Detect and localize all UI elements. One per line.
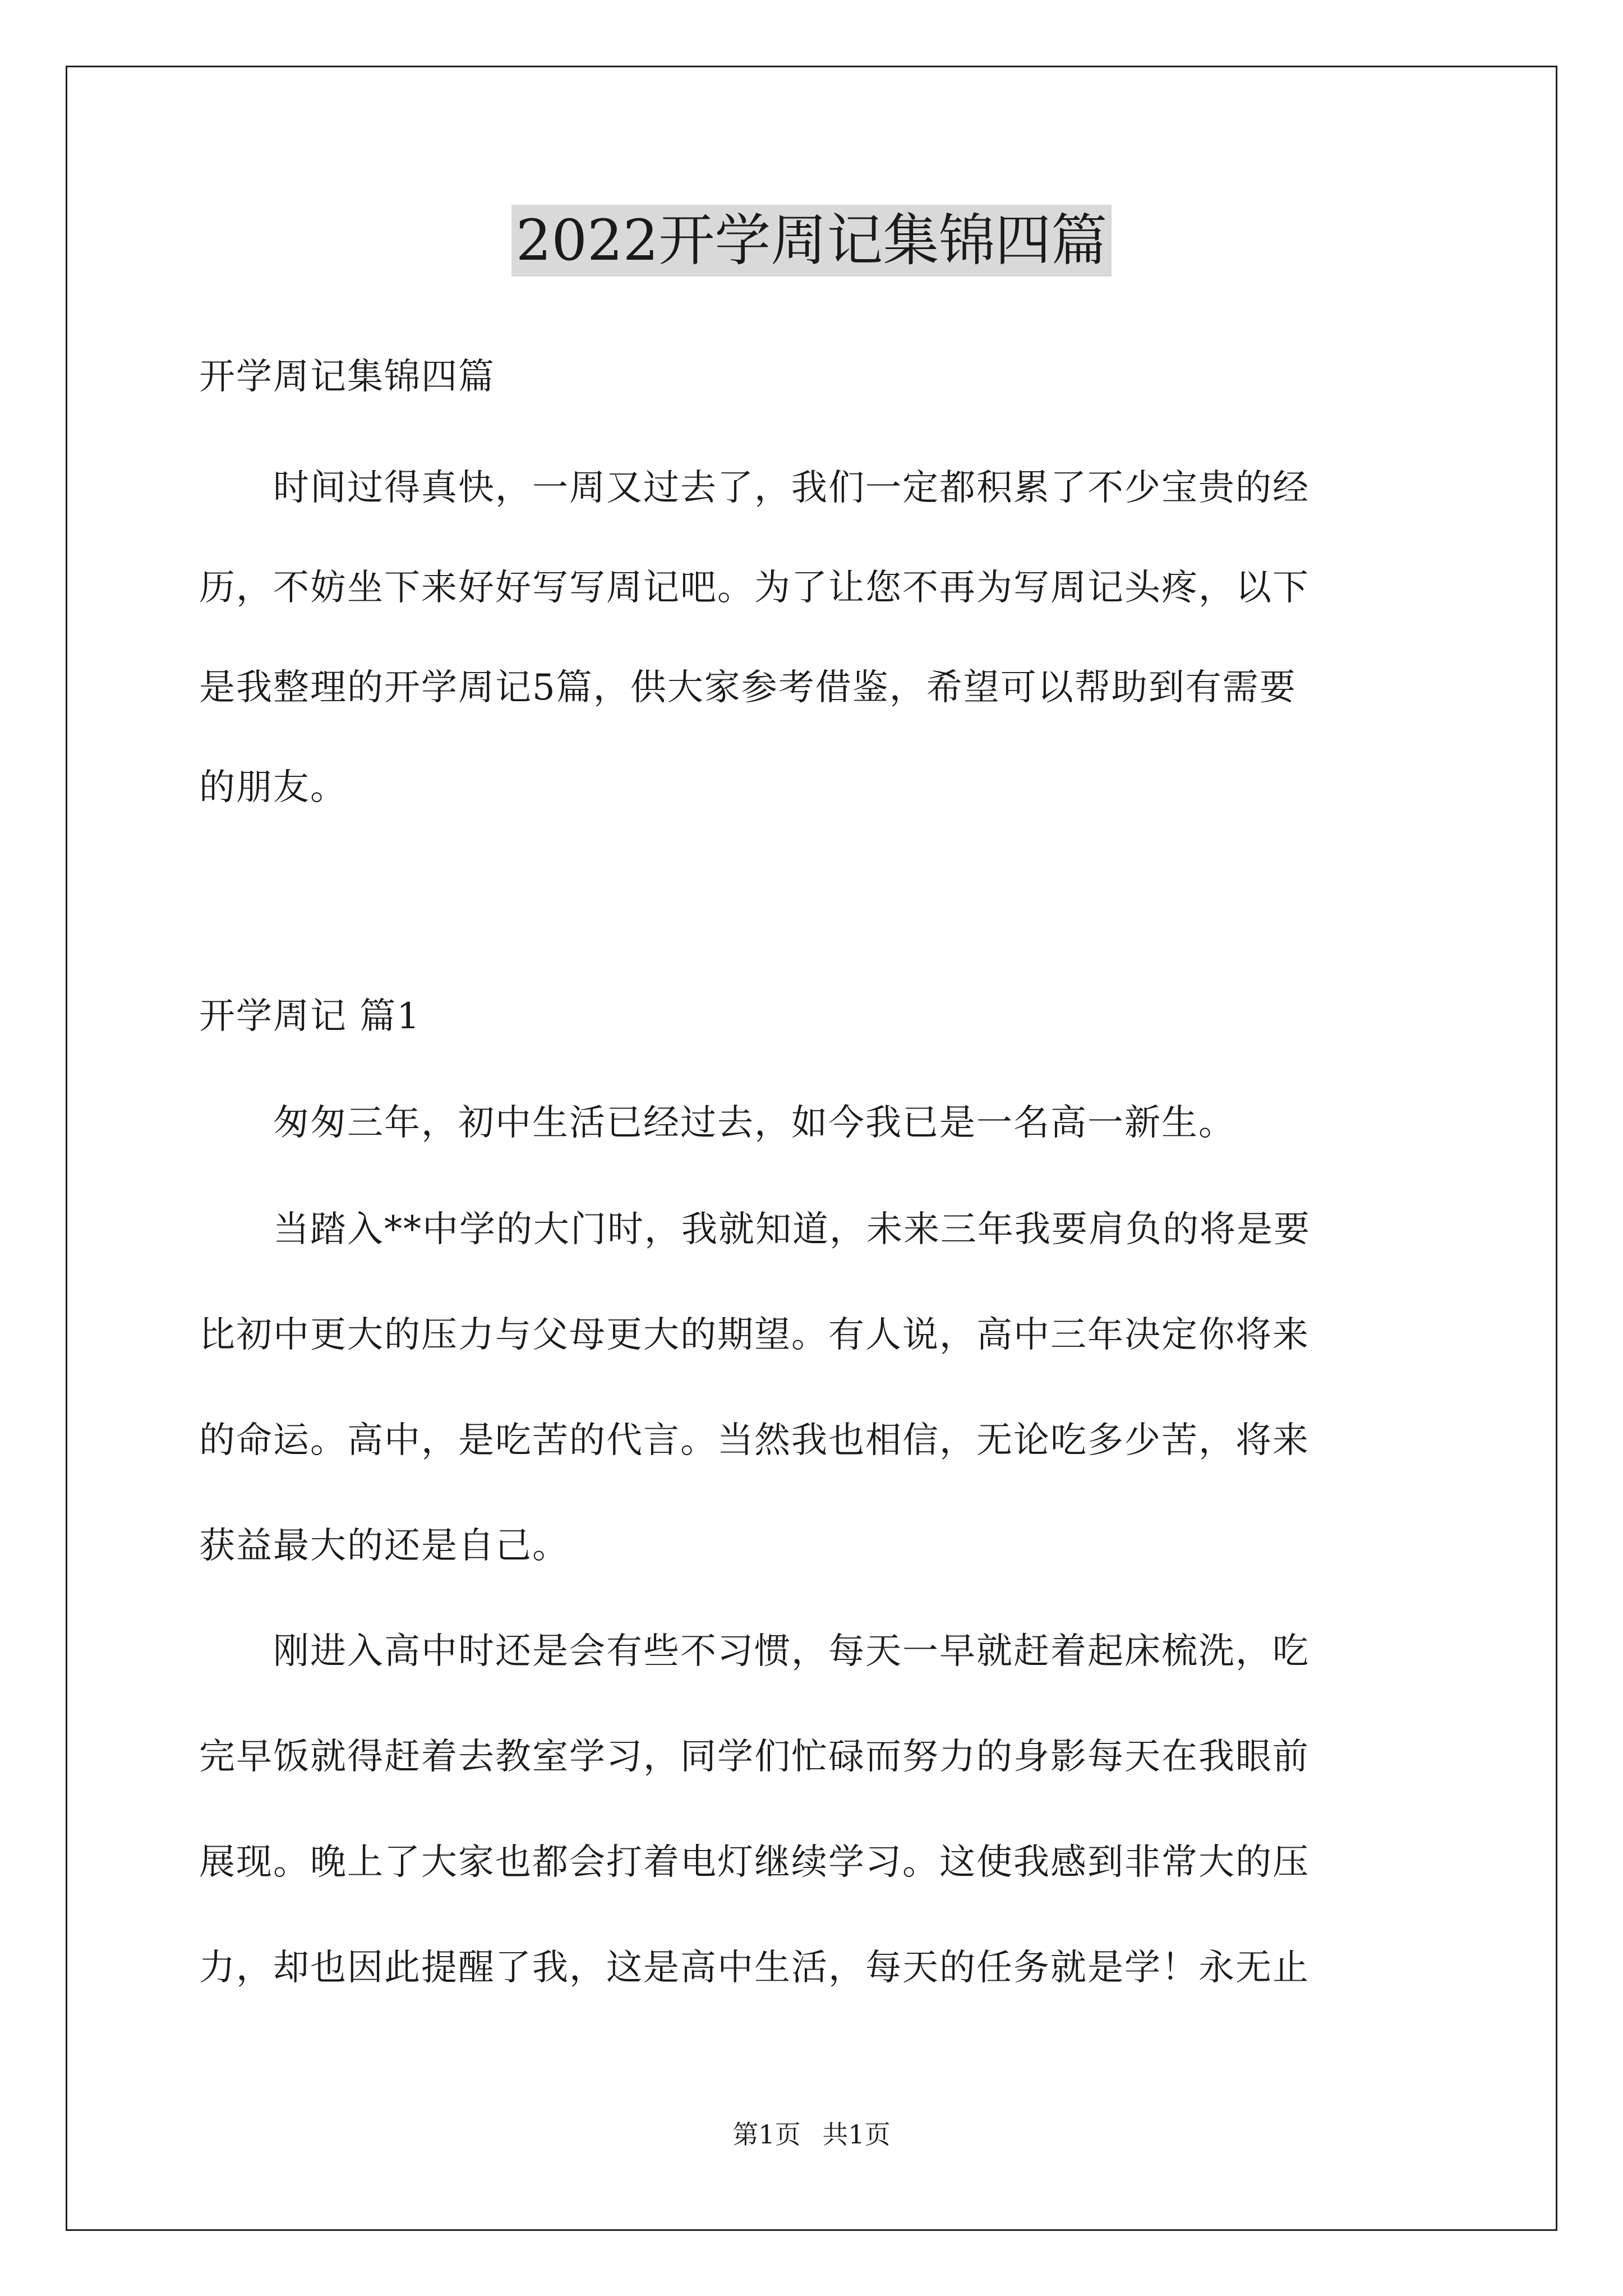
paragraph-line: 刚进入高中时还是会有些不习惯，每天一早就赶着起床梳洗，吃 xyxy=(199,1631,1310,1672)
paragraph-line: 当踏入**中学的大门时，我就知道，未来三年我要肩负的将是要 xyxy=(199,1209,1311,1250)
document-title: 2022开学周记集锦四篇 xyxy=(511,205,1112,277)
paragraph-line: 力，却也因此提醒了我，这是高中生活，每天的任务就是学！永无止 xyxy=(199,1947,1310,1989)
paragraph-line: 的朋友。 xyxy=(199,767,347,808)
paragraph-line: 时间过得真快，一周又过去了，我们一定都积累了不少宝贵的经 xyxy=(199,467,1310,509)
paragraph-line: 是我整理的开学周记5篇，供大家参考借鉴，希望可以帮助到有需要 xyxy=(199,667,1297,708)
paragraph-line: 的命运。高中，是吃苦的代言。当然我也相信，无论吃多少苦，将来 xyxy=(199,1420,1310,1461)
paragraph-line: 完早饭就得赶着去教室学习，同学们忙碌而努力的身影每天在我眼前 xyxy=(199,1736,1310,1778)
paragraph-line: 获益最大的还是自己。 xyxy=(199,1525,569,1567)
paragraph-line: 匆匆三年，初中生活已经过去，如今我已是一名高一新生。 xyxy=(199,1102,1235,1144)
page-number-total: 共1页 xyxy=(822,2119,891,2150)
section-heading: 开学周记集锦四篇 xyxy=(199,356,495,398)
section-heading: 开学周记 篇1 xyxy=(199,996,421,1037)
paragraph-line: 展现。晚上了大家也都会打着电灯继续学习。这使我感到非常大的压 xyxy=(199,1842,1310,1883)
page-number-current: 第1页 xyxy=(732,2119,801,2150)
title-container xyxy=(0,205,1623,277)
paragraph-line: 比初中更大的压力与父母更大的期望。有人说，高中三年决定你将来 xyxy=(199,1314,1310,1356)
page-footer xyxy=(0,2120,1623,2148)
paragraph-line: 历，不妨坐下来好好写写周记吧。为了让您不再为写周记头疼，以下 xyxy=(199,567,1310,609)
